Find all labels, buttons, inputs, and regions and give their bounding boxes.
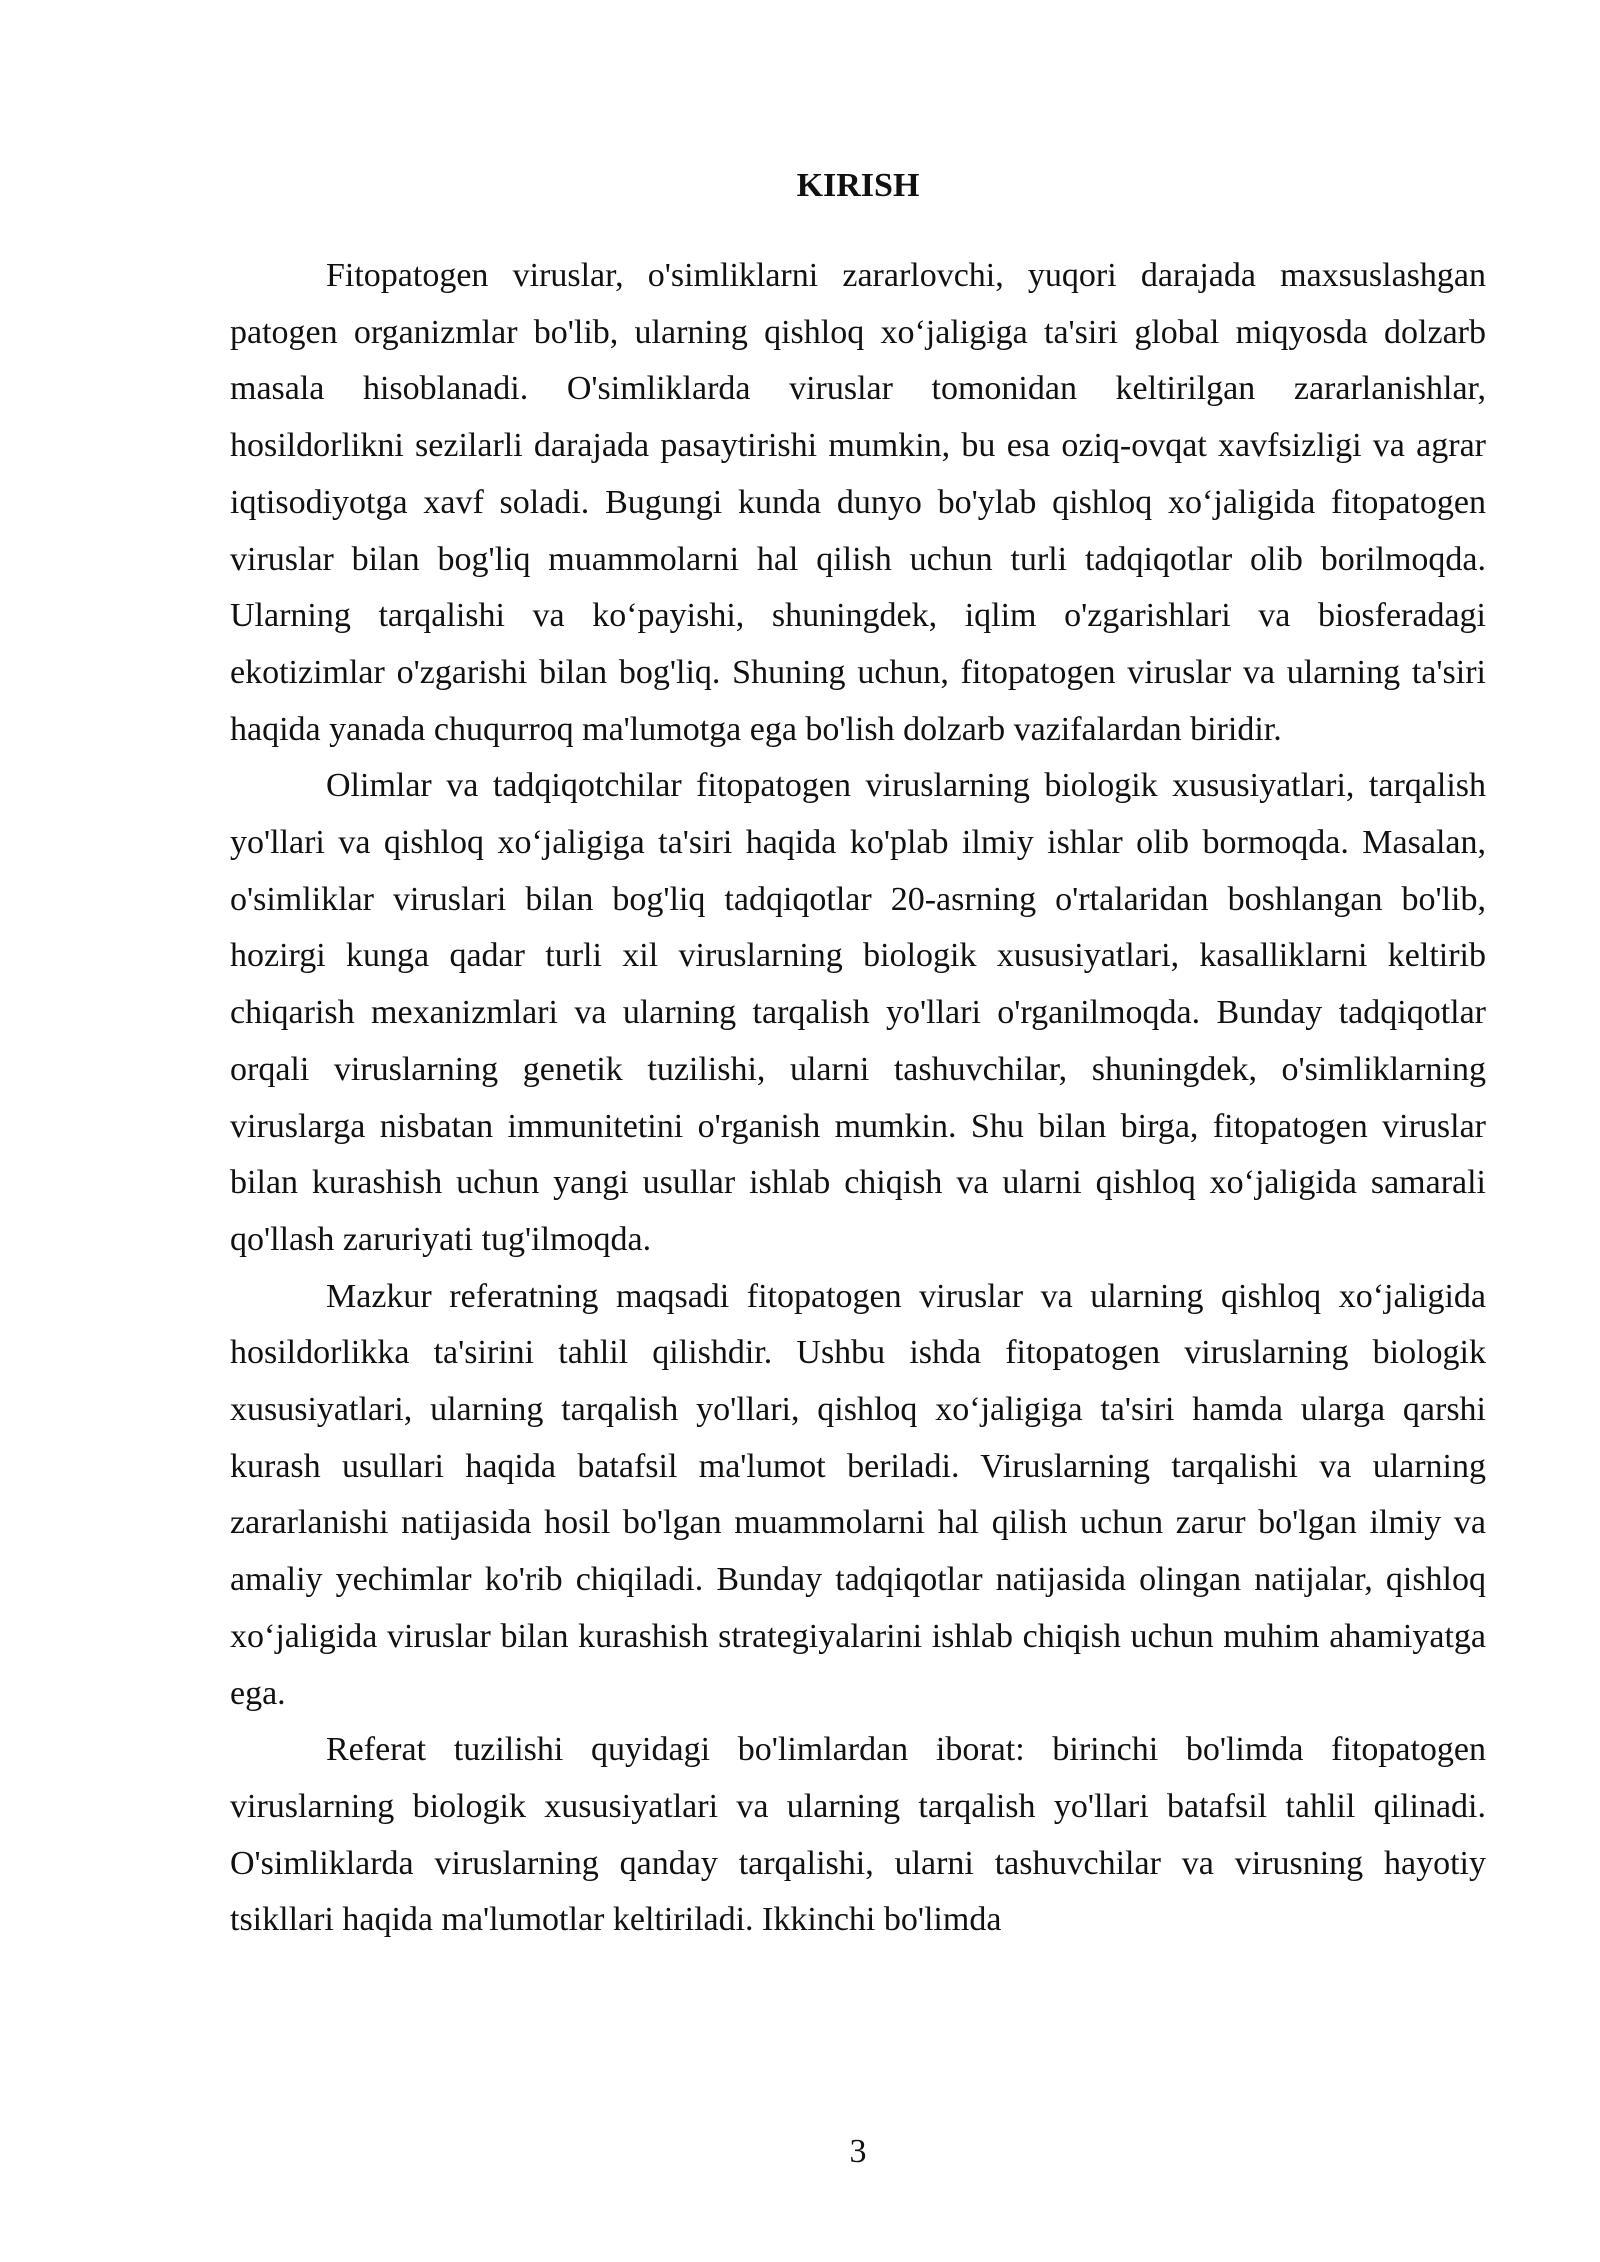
paragraph-4: Referat tuzilishi quyidagi bo'limlardan iborat: birinchi bo'limda fitopatogen viruslarning biologik xususiyatlari va ularning tarqalish yo'llari batafsil tahlil qilinadi. O'simliklarda viruslarning qanday tarqalishi, ularni tashuvchilar va virusning hayotiy tsikllari haqida ma'lumotlar keltiriladi. Ikkinchi bo'limda bbox=[230, 1731, 1486, 1939]
paragraph-1: Fitopatogen viruslar, o'simliklarni zararlovchi, yuqori darajada maxsuslashgan patogen organizmlar bo'lib, ularning qishloq xo‘jaligiga ta'siri global miqyosda dolzarb masala hisoblanadi. O'simliklarda viruslar tomonidan keltirilgan zararlanishlar, hosildorlikni sezilarli darajada pasaytirishi mumkin, bu esa oziq-ovqat xavfsizligi va agrar iqtisodiyotga xavf soladi. Bugungi kunda dunyo bo'ylab qishloq xo‘jaligida fitopatogen viruslar bilan bog'liq muammolarni hal qilish uchun turli tadqiqotlar olib borilmoqda. Ularning tarqalishi va ko‘payishi, shuningdek, iqlim o'zgarishlari va biosferadagi ekotizimlar o'zgarishi bilan bog'liq. Shuning uchun, fitopatogen viruslar va ularning ta'siri haqida yanada chuqurroq ma'lumotga ega bo'lish dolzarb vazifalardan biridir. bbox=[230, 257, 1486, 748]
page-number: 3 bbox=[849, 2133, 867, 2170]
paragraph-2: Olimlar va tadqiqotchilar fitopatogen viruslarning biologik xususiyatlari, tarqalish yo'llari va qishloq xo‘jaligiga ta'siri haqida ko'plab ilmiy ishlar olib bormoqda. Masalan, o'simliklar viruslari bilan bog'liq tadqiqotlar 20-asrning o'rtalaridan boshlangan bo'lib, hozirgi kunga qadar turli xil viruslarning biologik xususiyatlari, kasalliklarni keltirib chiqarish mexanizmlari va ularning tarqalish yo'llari o'rganilmoqda. Bunday tadqiqotlar orqali viruslarning genetik tuzilishi, ularni tashuvchilar, shuningdek, o'simliklarning viruslarga nisbatan immunitetini o'rganish mumkin. Shu bilan birga, fitopatogen viruslar bilan kurashish uchun yangi usullar ishlab chiqish va ularni qishloq xo‘jaligida samarali qo'llash zaruriyati tug'ilmoqda. bbox=[230, 767, 1486, 1258]
paragraph-3: Mazkur referatning maqsadi fitopatogen viruslar va ularning qishloq xo‘jaligida hosildorlikka ta'sirini tahlil qilishdir. Ushbu ishda fitopatogen viruslarning biologik xususiyatlari, ularning tarqalish yo'llari, qishloq xo‘jaligiga ta'siri hamda ularga qarshi kurash usullari haqida batafsil ma'lumot beriladi. Viruslarning tarqalishi va ularning zararlanishi natijasida hosil bo'lgan muammolarni hal qilish uchun zarur bo'lgan ilmiy va amaliy yechimlar ko'rib chiqiladi. Bunday tadqiqotlar natijasida olingan natijalar, qishloq xo‘jaligida viruslar bilan kurashish strategiyalarini ishlab chiqish uchun muhim ahamiyatga ega. bbox=[230, 1277, 1486, 1712]
section-heading: KIRISH bbox=[796, 167, 920, 204]
body-text bbox=[230, 248, 1486, 1949]
